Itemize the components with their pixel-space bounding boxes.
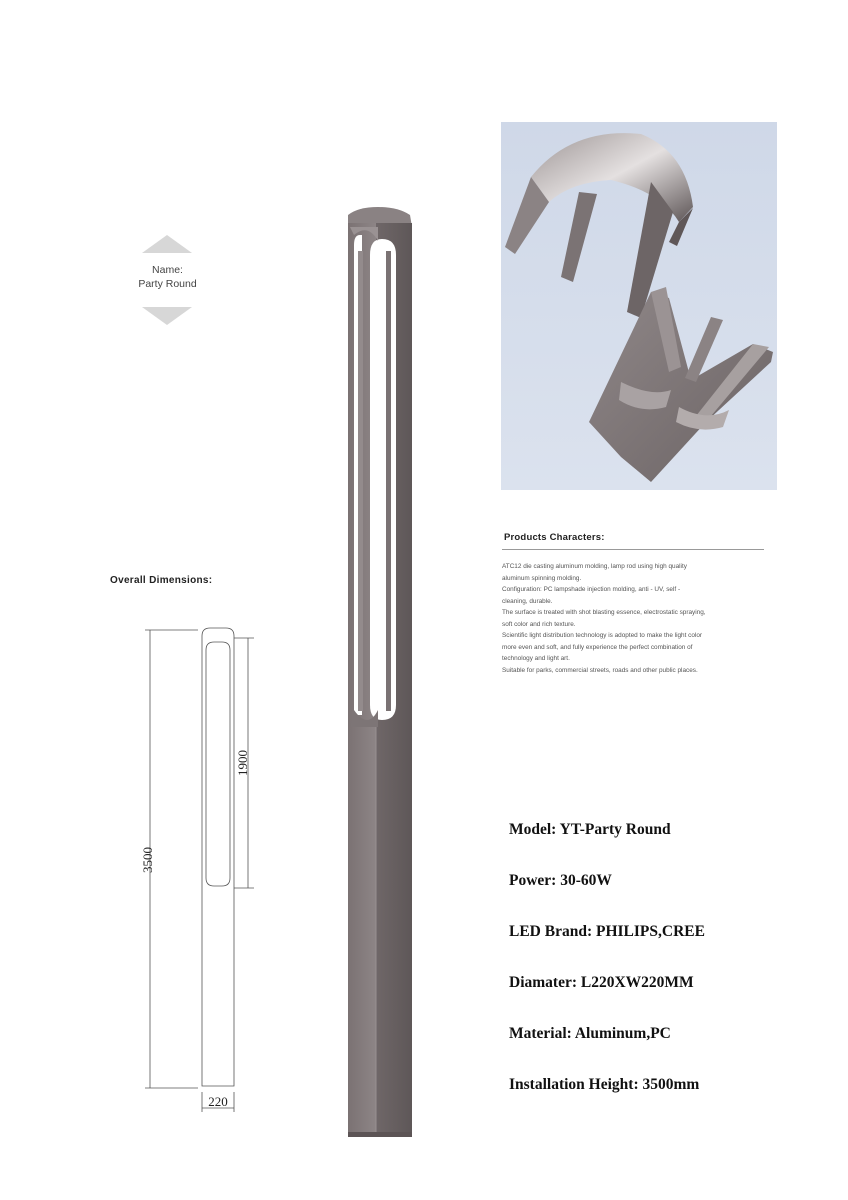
characters-line: Scientific light distribution technology is adopted to make the light color xyxy=(502,632,702,639)
triangle-up-icon xyxy=(142,235,192,253)
spec-installation-height: Installation Height: 3500mm xyxy=(509,1076,700,1093)
spec-material: Material: Aluminum,PC xyxy=(509,1025,671,1042)
pole-outline xyxy=(202,628,234,1086)
total-height-value: 3500 xyxy=(140,847,155,873)
detail-render-photo xyxy=(501,122,777,490)
light-window-outline xyxy=(206,642,230,886)
width-value: 220 xyxy=(208,1094,228,1109)
spec-led-brand: LED Brand: PHILIPS,CREE xyxy=(509,923,705,940)
spec-model: Model: YT-Party Round xyxy=(509,821,671,838)
characters-line: aluminum spinning molding. xyxy=(502,574,582,582)
spec-list xyxy=(509,820,705,1126)
characters-line: more even and soft, and fully experience the perfect combination of xyxy=(502,643,693,651)
characters-line: soft color and rich texture. xyxy=(502,620,576,628)
product-name-badge xyxy=(120,232,215,328)
bollard-render xyxy=(328,205,423,1140)
characters-line: ATC12 die casting aluminum molding, lamp rod using high quality xyxy=(502,563,687,570)
characters-line: technology and light art. xyxy=(502,655,570,662)
characters-line: cleaning, durable. xyxy=(502,597,553,605)
overall-dimensions-title: Overall Dimensions: xyxy=(110,575,213,586)
characters-line: Configuration: PC lampshade injection molding, anti - UV, self - xyxy=(502,586,681,593)
characters-line: Suitable for parks, commercial streets, roads and other public places. xyxy=(502,666,698,674)
spec-power: Power: 30-60W xyxy=(509,872,612,889)
light-height-value: 1900 xyxy=(235,750,250,776)
products-characters-title: Products Characters: xyxy=(504,532,605,543)
name-value: Party Round xyxy=(138,278,197,290)
name-heading: Name: xyxy=(152,264,183,276)
spec-diameter: Diamater: L220XW220MM xyxy=(509,974,694,991)
dimension-drawing xyxy=(130,620,260,1120)
section-divider xyxy=(502,549,764,550)
characters-line: The surface is treated with shot blasting essence, electrostatic spraying, xyxy=(502,609,706,616)
product-name-label xyxy=(120,263,215,291)
products-characters-list xyxy=(502,561,764,676)
triangle-down-icon xyxy=(142,307,192,325)
